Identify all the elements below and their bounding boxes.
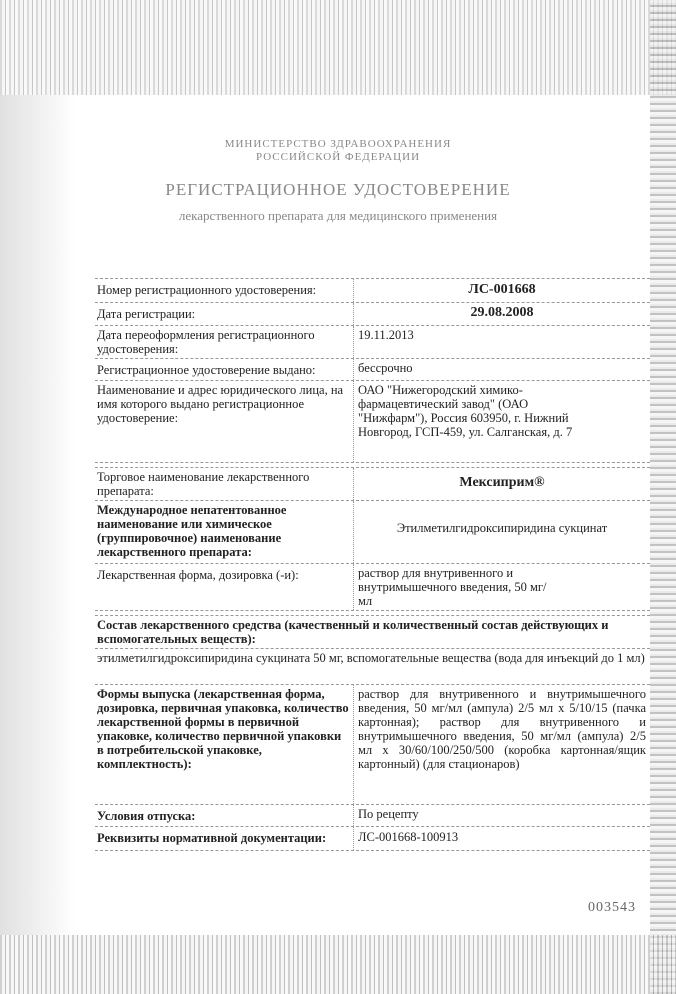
ministry-line-1: МИНИСТЕРСТВО ЗДРАВООХРАНЕНИЯ (224, 138, 452, 150)
row-normative-docs (95, 827, 650, 851)
document-subtitle: лекарственного препарата для медицинского применения (178, 208, 498, 223)
row-inn (95, 501, 650, 564)
row-value: бессрочно (353, 359, 650, 380)
composition-heading: Состав лекарственного средства (качественный и количественный состав действующих и вспомогательных веществ): (97, 618, 609, 646)
row-trade-name (95, 467, 650, 501)
row-value: ЛС-001668-100913 (353, 827, 650, 850)
row-label: Дата переоформления регистрационного удостоверения: (97, 328, 315, 356)
row-value: раствор для внутривенного и внутримышечного введения, 50 мг/мл (ампула) 2/5 мл х 5/10/15 (пачка картонная); раствор для внутривенного и внутримышечного введения, 50 мг/мл (ампула) 2/5 мл х 30/60/100/250/500 (коробка картонная/ящик картонный) (для стационаров) (353, 685, 650, 804)
row-label: Наименование и адрес юридического лица, на имя которого выдано регистрационное удостоверение: (97, 383, 344, 425)
dosage-form-value: раствор для внутривенного и внутримышечного введения, 50 мг/мл (358, 566, 547, 608)
row-label: Реквизиты нормативной документации: (97, 831, 327, 845)
row-value: ЛС-001668 (353, 279, 650, 302)
row-label: Дата регистрации: (97, 307, 196, 321)
row-label: Регистрационное удостоверение выдано: (97, 363, 316, 377)
page-number: 003543 (588, 900, 636, 915)
row-label: Номер регистрационного удостоверения: (97, 283, 317, 297)
row-value: Мексиприм® (353, 468, 650, 500)
certificate-table (95, 278, 650, 851)
row-label: Торговое наименование лекарственного препарата: (97, 470, 310, 498)
row-issued (95, 359, 650, 381)
row-release-forms (95, 685, 650, 805)
row-reg-number (95, 279, 650, 303)
row-label: Формы выпуска (лекарственная форма, дозировка, первичная упаковка, количество лекарственной формы в первичной упаковке, количество первичной упаковки в потребительской упаковке, комплектность): (97, 687, 349, 771)
row-value: 29.08.2008 (353, 303, 650, 325)
row-holder (95, 381, 650, 463)
row-value: По рецепту (353, 805, 650, 826)
document-title: РЕГИСТРАЦИОННОЕ УДОСТОВЕРЕНИЕ (165, 180, 511, 199)
row-label: Международное непатентованное наименование или химическое (группировочное) наименование лекарственного препарата: (97, 503, 287, 559)
scan-border-top (0, 0, 676, 95)
row-reissue-date (95, 326, 650, 359)
row-value (353, 564, 650, 610)
scan-border-bottom (0, 935, 676, 994)
row-dosage-form (95, 564, 650, 611)
row-value: 19.11.2013 (353, 326, 650, 358)
row-dispensing (95, 805, 650, 827)
row-value (353, 381, 650, 462)
composition-row (95, 649, 650, 685)
row-reg-date (95, 303, 650, 326)
holder-address: ОАО "Нижегородский химико-фармацевтический завод" (ОАО "Нижфарм"), Россия 603950, г. Нижний Новгород, ГСП-459, ул. Салганская, д. 7 (358, 383, 573, 439)
ministry-line-2: РОССИЙСКОЙ ФЕДЕРАЦИИ (255, 151, 421, 163)
row-label: Лекарственная форма, дозировка (-и): (97, 568, 299, 582)
composition-text: этилметилгидроксипиридина сукцината 50 мг, вспомогательные вещества (вода для инъекций до 1 мл) (97, 651, 645, 665)
composition-heading-row (95, 615, 650, 649)
row-value: Этилметилгидроксипиридина сукцинат (353, 501, 650, 563)
row-label: Условия отпуска: (97, 809, 196, 823)
